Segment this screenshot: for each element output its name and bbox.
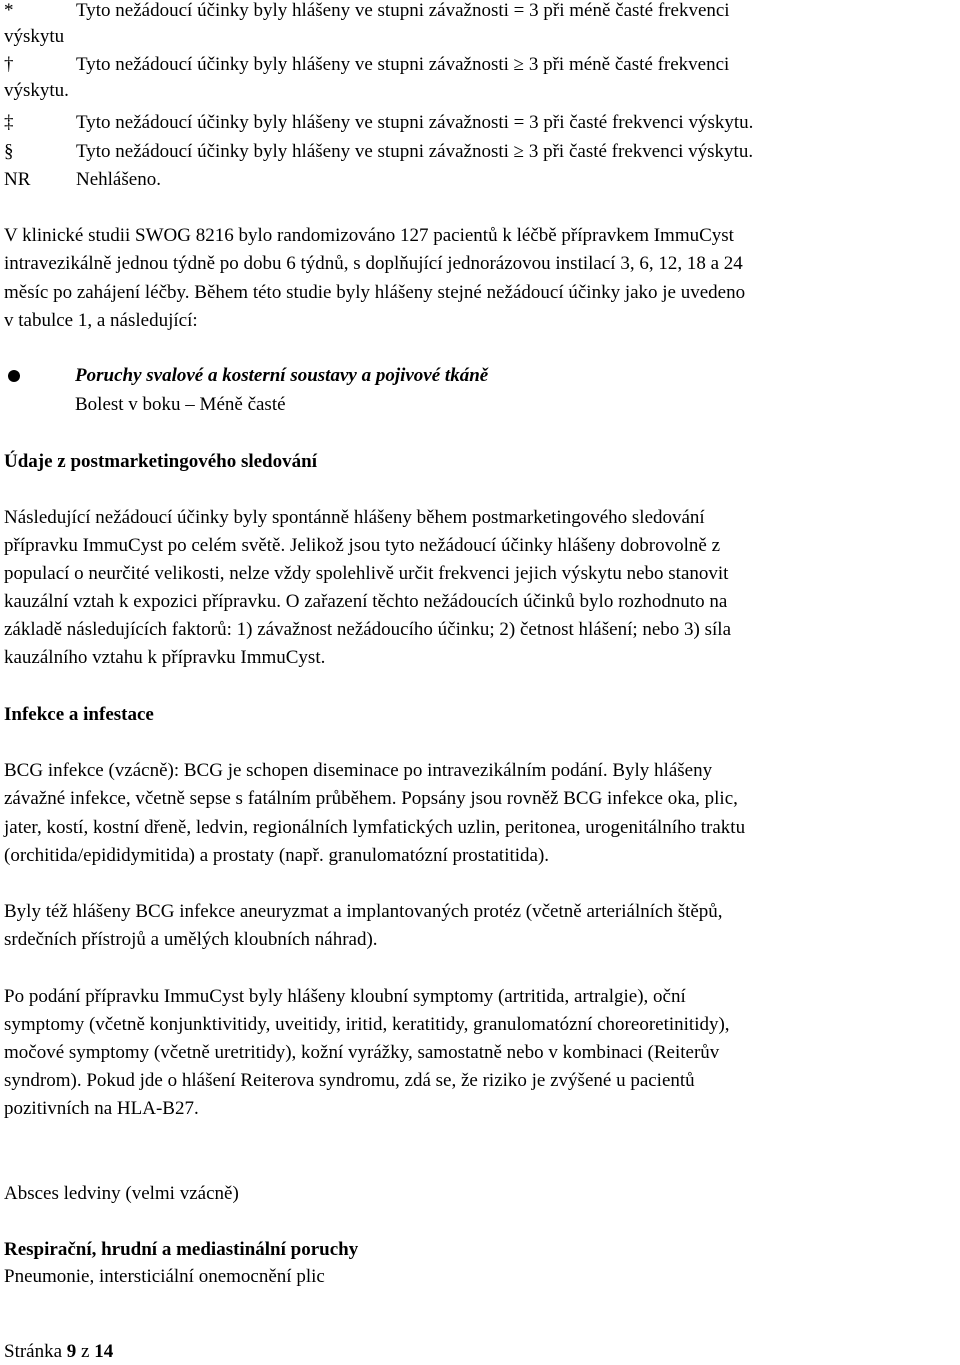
paragraph-line: závažné infekce, včetně sepse s fatálním průběhem. Popsány jsou rovněž BCG infekce oka, plic, xyxy=(4,788,738,809)
footnote-text-continued: výskytu xyxy=(4,26,65,47)
page-number-footer xyxy=(4,1339,113,1365)
section-heading-respiratory: Respirační, hrudní a mediastinální poruchy xyxy=(4,1239,359,1260)
paragraph-line: symptomy (včetně konjunktivitidy, uveitidy, iritid, keratitidy, granulomatózní choreoretinitidy), xyxy=(4,1014,730,1035)
paragraph-line: V klinické studii SWOG 8216 bylo randomizováno 127 pacientů k léčbě přípravkem ImmuCyst xyxy=(4,225,734,246)
paragraph-line: BCG infekce (vzácně): BCG je schopen diseminace po intravezikálním podání. Byly hlášeny xyxy=(4,760,713,781)
footnote-text: Tyto nežádoucí účinky byly hlášeny ve stupni závažnosti ≥ 3 při časté frekvenci výskytu. xyxy=(76,141,754,162)
footnote-symbol-asterisk: * xyxy=(4,0,14,21)
paragraph-line: Po podání přípravku ImmuCyst byly hlášeny kloubní symptomy (artritida, artralgie), oční xyxy=(4,986,686,1007)
footnote-symbol-section: § xyxy=(4,141,14,162)
footer-page-number: 9 xyxy=(66,1341,77,1362)
bullet-icon xyxy=(8,370,20,382)
paragraph-line: Následující nežádoucí účinky byly spontánně hlášeny během postmarketingového sledování xyxy=(4,507,705,528)
paragraph-line: základě následujících faktorů: 1) závažnost nežádoucího účinku; 2) četnost hlášení; nebo 3) síla xyxy=(4,619,732,640)
bullet-heading: Poruchy svalové a kosterní soustavy a pojivové tkáně xyxy=(75,365,489,386)
paragraph-line: v tabulce 1, a následující: xyxy=(4,310,198,331)
bullet-item: Bolest v boku – Méně časté xyxy=(75,394,286,415)
paragraph-line: měsíc po zahájení léčby. Během této studie byly hlášeny stejné nežádoucí účinky jako je uvedeno xyxy=(4,282,746,303)
paragraph-line: jater, kostí, kostní dřeně, ledvin, regionálních lymfatických uzlin, peritonea, urogenitálního traktu xyxy=(4,817,746,838)
paragraph-line: kauzální vztah k expozici přípravku. O zařazení těchto nežádoucích účinků bylo rozhodnuto na xyxy=(4,591,728,612)
section-heading-infections: Infekce a infestace xyxy=(4,704,154,725)
footnote-text: Tyto nežádoucí účinky byly hlášeny ve stupni závažnosti = 3 při časté frekvenci výskytu. xyxy=(76,112,754,133)
paragraph-line: (orchitida/epididymitida) a prostaty (např. granulomatózní prostatitida). xyxy=(4,845,550,866)
paragraph-line: syndrom). Pokud jde o hlášení Reiterova syndromu, zdá se, že riziko je zvýšené u pacientů xyxy=(4,1070,695,1091)
paragraph-line: Byly též hlášeny BCG infekce aneuryzmat a implantovaných protéz (včetně arteriálních štěpů, xyxy=(4,901,723,922)
footer-prefix: Stránka xyxy=(4,1341,67,1362)
paragraph-line: srdečních přístrojů a umělých kloubních náhrad). xyxy=(4,929,378,950)
footer-page-total: 14 xyxy=(94,1341,114,1362)
footnote-text: Tyto nežádoucí účinky byly hlášeny ve stupni závažnosti = 3 při méně časté frekvenci xyxy=(76,0,730,21)
footnote-symbol-nr: NR xyxy=(4,169,31,190)
footnote-symbol-double-dagger: ‡ xyxy=(4,112,14,133)
paragraph-line: močové symptomy (včetně uretritidy), kožní vyrážky, samostatně nebo v kombinaci (Reiterův xyxy=(4,1042,720,1063)
paragraph-line: intravezikálně jednou týdně po dobu 6 týdnů, s doplňující jednorázovou instilací 3, 6, 12, 18 a 24 xyxy=(4,253,743,274)
footnote-text-continued: výskytu. xyxy=(4,80,69,101)
paragraph-line: pozitivních na HLA-B27. xyxy=(4,1098,199,1119)
footnote-text: Nehlášeno. xyxy=(76,169,161,190)
section-heading-postmarketing: Údaje z postmarketingového sledování xyxy=(4,451,317,472)
paragraph-line: populací o neurčité velikosti, nelze vždy spolehlivě určit frekvenci jejich výskytu nebo stanovit xyxy=(4,563,729,584)
footnote-symbol-dagger: † xyxy=(4,54,14,75)
footer-middle: z xyxy=(76,1341,95,1362)
paragraph-line: kauzálního vztahu k přípravku ImmuCyst. xyxy=(4,647,326,668)
respiratory-item: Pneumonie, intersticiální onemocnění plic xyxy=(4,1266,325,1287)
paragraph-line: přípravku ImmuCyst po celém světě. Jelikož jsou tyto nežádoucí účinky hlášeny dobrovolně z xyxy=(4,535,721,556)
abscess-line: Absces ledviny (velmi vzácně) xyxy=(4,1183,239,1204)
footnote-text: Tyto nežádoucí účinky byly hlášeny ve stupni závažnosti ≥ 3 při méně časté frekvenci xyxy=(76,54,730,75)
